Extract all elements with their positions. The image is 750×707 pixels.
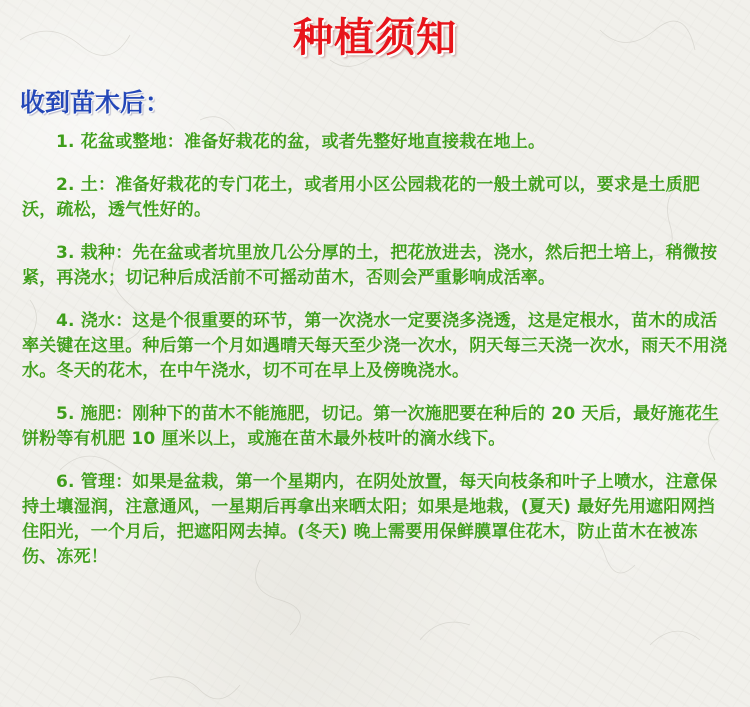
instruction-planting: 3. 栽种：先在盆或者坑里放几公分厚的土，把花放进去，浇水，然后把土培上，稍微按紧，再浇水；切记种后成活前不可摇动苗木，否则会严重影响成活率。 [22,243,718,288]
instructions-list [22,130,730,588]
instruction-soil: 2. 土：准备好栽花的专门花土，或者用小区公园栽花的一般土就可以，要求是土质肥沃，疏松，透气性好的。 [22,175,701,220]
page-title: 种植须知 [293,15,457,61]
section-heading: 收到苗木后： [20,88,171,117]
instruction-management: 6. 管理：如果是盆栽，第一个星期内，在阴处放置，每天向枝条和叶子上喷水，注意保持土壤湿润，注意通风，一星期后再拿出来晒太阳；如果是地栽，(夏天) 最好先用遮阳网挡住阳光，一个月后，把遮阳网去掉。(冬天) 晚上需要用保鲜膜罩住花木，防止苗木在被冻伤、冻死！ [22,472,718,567]
instruction-watering: 4. 浇水：这是个很重要的环节，第一次浇水一定要浇多浇透，这是定根水，苗木的成活率关键在这里。种后第一个月如遇晴天每天至少浇一次水，阴天每三天浇一次水，雨天不用浇水。冬天的花木，在中午浇水，切不可在早上及傍晚浇水。 [22,311,728,381]
instruction-fertilizing: 5. 施肥：刚种下的苗木不能施肥，切记。第一次施肥要在种后的 20 天后，最好施花生饼粉等有机肥 10 厘米以上，或施在苗木最外枝叶的滴水线下。 [22,404,720,449]
instruction-pot-or-ground: 1. 花盆或整地：准备好栽花的盆，或者先整好地直接栽在地上。 [56,132,546,152]
